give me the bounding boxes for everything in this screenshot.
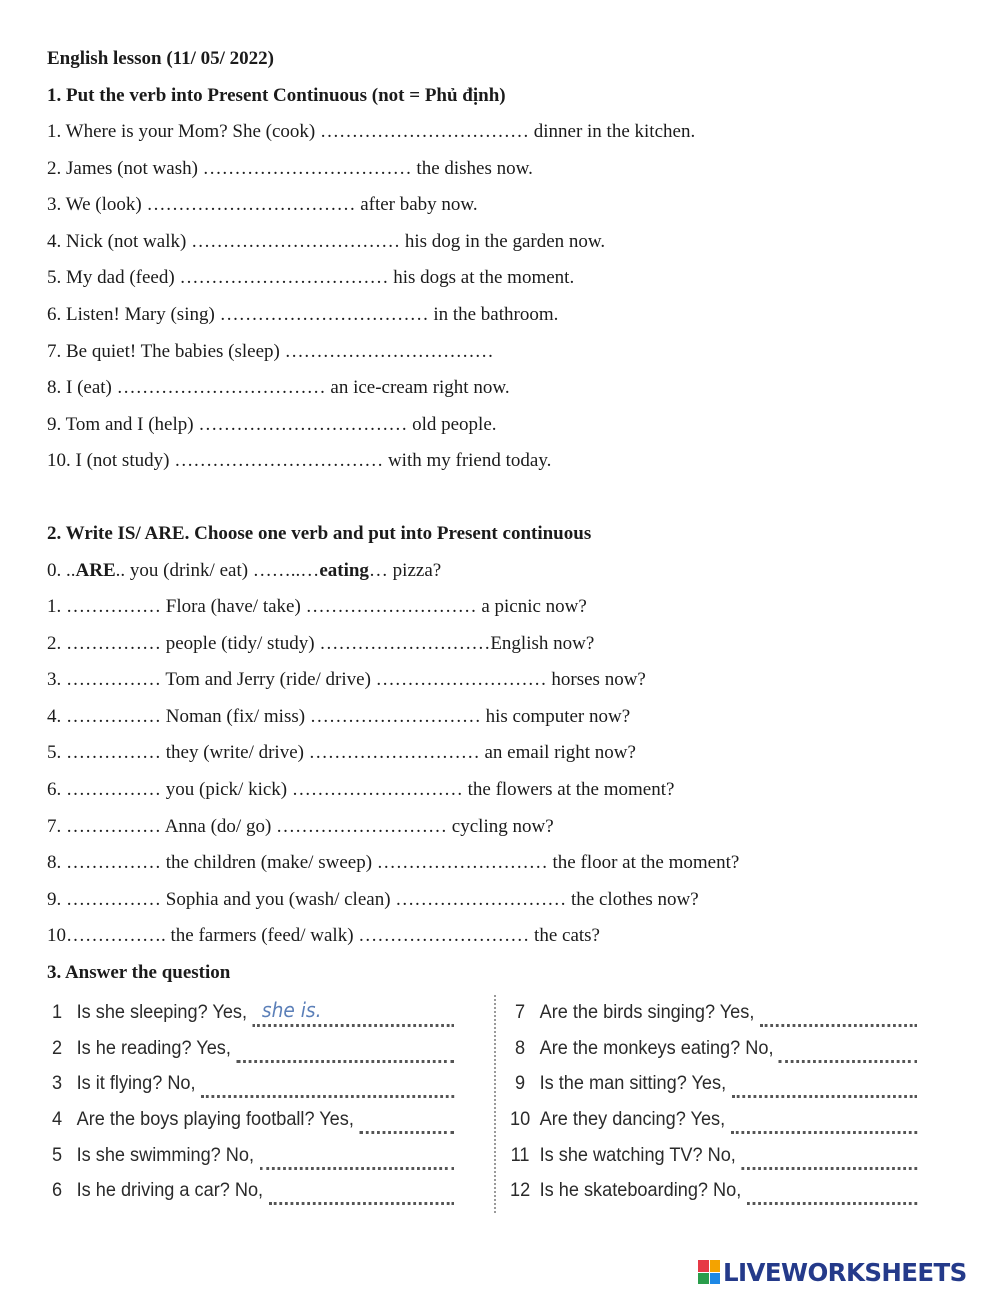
item-prompt: Tom and Jerry (ride/ drive) bbox=[161, 669, 376, 691]
qa-row bbox=[45, 1031, 454, 1067]
item-prompt: 4. Nick (not walk) bbox=[47, 230, 192, 252]
question-number: 7 bbox=[515, 1001, 526, 1024]
is-are-blank[interactable]: ……………. bbox=[66, 925, 166, 947]
verb-blank[interactable]: ……………………… bbox=[276, 815, 448, 837]
exercise1-item bbox=[47, 230, 605, 254]
is-are-blank[interactable]: …………… bbox=[66, 888, 161, 910]
question-text: Are the monkeys eating? No, bbox=[539, 1036, 774, 1059]
is-are-blank[interactable]: …………… bbox=[66, 852, 161, 874]
exercise2-item bbox=[47, 778, 674, 802]
item-number: 10 bbox=[47, 925, 66, 947]
qa-row bbox=[508, 995, 917, 1031]
item-number: 7. bbox=[47, 815, 66, 837]
answer-blank[interactable] bbox=[779, 1040, 917, 1063]
item-number: 9. bbox=[47, 888, 66, 910]
verb-blank[interactable]: ……………………… bbox=[375, 669, 547, 691]
item-prompt: people (tidy/ study) bbox=[161, 632, 320, 654]
answer-blank[interactable]: …………………………… bbox=[191, 230, 401, 252]
item-number: 2. bbox=[47, 632, 66, 654]
question-number: 3 bbox=[52, 1072, 63, 1095]
question-number: 8 bbox=[515, 1036, 526, 1059]
answer-blank[interactable]: …………………………… bbox=[284, 340, 494, 362]
item-prompt: 1. Where is your Mom? She (cook) bbox=[47, 121, 320, 142]
answer-blank[interactable] bbox=[260, 1147, 455, 1170]
exercise1-item bbox=[47, 266, 574, 290]
exercise1-item bbox=[47, 303, 558, 327]
item-prompt: you (pick/ kick) bbox=[161, 779, 292, 800]
item-prompt: the children (make/ sweep) bbox=[161, 852, 377, 874]
logo-square-2 bbox=[710, 1260, 721, 1272]
qa-row bbox=[508, 1102, 917, 1138]
verb-blank[interactable]: ……………………… bbox=[319, 632, 491, 654]
answer-blank[interactable] bbox=[731, 1111, 917, 1134]
section2-example bbox=[47, 559, 441, 583]
section1-title: 1. Put the verb into Present Continuous (not = Phủ định) bbox=[47, 85, 506, 106]
verb-blank[interactable]: ……………………… bbox=[305, 596, 477, 617]
qa-row bbox=[508, 1173, 917, 1209]
item-prompt: 2. James (not wash) bbox=[47, 157, 203, 179]
qa-row bbox=[45, 1102, 454, 1138]
item-continuation: dinner in the kitchen. bbox=[528, 121, 696, 142]
question-text: Is he driving a car? No, bbox=[76, 1179, 264, 1202]
example-answer-eating: eating bbox=[319, 560, 369, 581]
answer-blank[interactable] bbox=[269, 1182, 455, 1205]
qa-row bbox=[508, 1137, 917, 1173]
question-text: Is he skateboarding? No, bbox=[539, 1179, 742, 1202]
section2-title: 2. Write IS/ ARE. Choose one verb and put into Present continuous bbox=[47, 523, 592, 544]
is-are-blank[interactable]: …………… bbox=[66, 669, 161, 691]
verb-blank[interactable]: ……………………… bbox=[309, 705, 481, 727]
question-number: 11 bbox=[510, 1143, 530, 1166]
item-prompt: 7. Be quiet! The babies (sleep) bbox=[47, 340, 285, 362]
question-text: Is the man sitting? Yes, bbox=[539, 1072, 727, 1095]
qa-row bbox=[508, 1066, 917, 1102]
answer-blank[interactable]: …………………………… bbox=[219, 304, 429, 325]
column-divider bbox=[494, 995, 496, 1213]
exercise2-item bbox=[47, 668, 646, 692]
answer-blank[interactable]: …………………………… bbox=[116, 377, 326, 399]
logo-square-4 bbox=[710, 1273, 721, 1285]
exercise2-item bbox=[47, 705, 630, 729]
question-text: Is she sleeping? Yes, bbox=[76, 1001, 248, 1024]
answer-blank[interactable] bbox=[201, 1075, 454, 1098]
handwritten-answer: she is. bbox=[261, 998, 322, 1023]
is-are-blank[interactable]: …………… bbox=[66, 742, 161, 764]
answer-blank[interactable] bbox=[253, 998, 455, 1027]
qa-row bbox=[45, 1173, 454, 1209]
qa-row bbox=[508, 1031, 917, 1067]
answer-blank[interactable] bbox=[732, 1075, 917, 1098]
is-are-blank[interactable]: …………… bbox=[66, 779, 161, 800]
item-continuation: old people. bbox=[407, 413, 497, 435]
answer-blank[interactable]: …………………………… bbox=[174, 450, 384, 472]
qa-column-right bbox=[508, 995, 948, 1209]
item-prompt: Anna (do/ go) bbox=[161, 815, 277, 837]
exercise1-item bbox=[47, 340, 494, 364]
item-continuation: after baby now. bbox=[355, 194, 478, 216]
item-number: 6. bbox=[47, 779, 66, 800]
exercise1-item bbox=[47, 157, 533, 181]
item-continuation: the cats? bbox=[529, 925, 600, 947]
item-continuation: a picnic now? bbox=[476, 596, 587, 617]
item-continuation: his computer now? bbox=[480, 705, 631, 727]
answer-blank[interactable] bbox=[760, 1004, 917, 1027]
qa-row bbox=[45, 1066, 454, 1102]
answer-blank[interactable] bbox=[359, 1111, 454, 1134]
logo-text: LIVEWORKSHEETS bbox=[723, 1257, 967, 1287]
item-prompt: Flora (have/ take) bbox=[161, 596, 306, 617]
example-middle: .. you (drink/ eat) ……..… bbox=[115, 560, 320, 581]
item-continuation: the floor at the moment? bbox=[547, 852, 740, 874]
question-number: 1 bbox=[52, 1001, 63, 1024]
verb-blank[interactable]: ……………………… bbox=[358, 925, 530, 947]
item-number: 5. bbox=[47, 742, 66, 764]
exercise1-item bbox=[47, 193, 478, 217]
item-number: 1. bbox=[47, 596, 66, 617]
verb-blank[interactable]: ……………………… bbox=[376, 852, 548, 874]
answer-blank[interactable] bbox=[741, 1147, 917, 1170]
example-suffix: … pizza? bbox=[368, 560, 442, 581]
exercise2-item bbox=[47, 851, 739, 875]
item-continuation: the clothes now? bbox=[566, 888, 699, 910]
answer-blank[interactable] bbox=[747, 1182, 917, 1205]
exercise2-item bbox=[47, 595, 587, 619]
qa-row bbox=[45, 995, 454, 1031]
is-are-blank[interactable]: …………… bbox=[66, 596, 161, 617]
item-continuation: with my friend today. bbox=[383, 450, 552, 472]
answer-blank[interactable]: …………………………… bbox=[202, 157, 412, 179]
question-text: Are the boys playing football? Yes, bbox=[76, 1108, 354, 1131]
item-prompt: Noman (fix/ miss) bbox=[161, 705, 310, 727]
answer-blank[interactable]: …………………………… bbox=[179, 267, 389, 289]
item-continuation: an email right now? bbox=[479, 742, 636, 764]
item-number: 4. bbox=[47, 705, 66, 727]
exercise2-item bbox=[47, 888, 699, 912]
is-are-blank[interactable]: …………… bbox=[66, 705, 161, 727]
example-answer-are: ARE bbox=[75, 560, 116, 581]
exercise1-item bbox=[47, 449, 551, 473]
item-prompt: 6. Listen! Mary (sing) bbox=[47, 304, 220, 325]
item-prompt: 5. My dad (feed) bbox=[47, 267, 180, 289]
answer-blank[interactable]: …………………………… bbox=[198, 413, 408, 435]
item-continuation: his dogs at the moment. bbox=[388, 267, 575, 289]
item-number: 8. bbox=[47, 852, 66, 874]
answer-blank[interactable]: …………………………… bbox=[146, 194, 356, 216]
item-continuation: English now? bbox=[490, 632, 595, 654]
qa-column-left bbox=[45, 995, 485, 1209]
item-continuation: his dog in the garden now. bbox=[400, 230, 606, 252]
item-continuation: an ice-cream right now. bbox=[325, 377, 510, 399]
is-are-blank[interactable]: …………… bbox=[66, 815, 161, 837]
question-number: 9 bbox=[515, 1072, 526, 1095]
item-number: 3. bbox=[47, 669, 66, 691]
liveworksheets-logo bbox=[698, 1257, 967, 1287]
answer-blank[interactable] bbox=[236, 1040, 454, 1063]
exercise2-item bbox=[47, 924, 600, 948]
item-prompt: they (write/ drive) bbox=[161, 742, 309, 764]
question-number: 10 bbox=[509, 1108, 531, 1131]
item-continuation: in the bathroom. bbox=[428, 304, 559, 325]
item-prompt: 3. We (look) bbox=[47, 194, 147, 216]
question-text: Is he reading? Yes, bbox=[76, 1036, 231, 1059]
item-prompt: 8. I (eat) bbox=[47, 377, 117, 399]
logo-square-1 bbox=[698, 1260, 709, 1272]
qa-table bbox=[45, 995, 950, 1215]
example-prefix: 0. .. bbox=[47, 560, 76, 581]
item-prompt: Sophia and you (wash/ clean) bbox=[161, 888, 396, 910]
item-prompt: the farmers (feed/ walk) bbox=[165, 925, 359, 947]
item-prompt: 9. Tom and I (help) bbox=[47, 413, 199, 435]
verb-blank[interactable]: ……………………… bbox=[291, 779, 463, 800]
exercise1-item bbox=[47, 376, 510, 400]
item-continuation: the flowers at the moment? bbox=[462, 779, 675, 800]
question-number: 4 bbox=[52, 1108, 63, 1131]
question-text: Is she watching TV? No, bbox=[539, 1143, 736, 1166]
page-title: English lesson (11/ 05/ 2022) bbox=[47, 48, 274, 69]
is-are-blank[interactable]: …………… bbox=[66, 632, 161, 654]
verb-blank[interactable]: ……………………… bbox=[308, 742, 480, 764]
question-text: Are the birds singing? Yes, bbox=[539, 1001, 755, 1024]
answer-blank[interactable]: …………………………… bbox=[319, 121, 529, 142]
question-text: Is she swimming? No, bbox=[76, 1143, 255, 1166]
logo-mark-icon bbox=[698, 1260, 720, 1284]
exercise2-item bbox=[47, 741, 636, 765]
question-number: 6 bbox=[52, 1179, 63, 1202]
exercise2-item bbox=[47, 632, 594, 656]
exercise2-item bbox=[47, 815, 554, 839]
qa-row bbox=[45, 1137, 454, 1173]
exercise1-item bbox=[47, 120, 695, 144]
section3-title: 3. Answer the question bbox=[47, 962, 231, 983]
exercise1-item bbox=[47, 413, 497, 437]
item-continuation: horses now? bbox=[546, 669, 646, 691]
question-text: Is it flying? No, bbox=[76, 1072, 196, 1095]
question-number: 2 bbox=[52, 1036, 63, 1059]
question-number: 5 bbox=[52, 1143, 63, 1166]
question-text: Are they dancing? Yes, bbox=[539, 1108, 726, 1131]
item-prompt: 10. I (not study) bbox=[47, 450, 175, 472]
question-number: 12 bbox=[509, 1179, 531, 1202]
verb-blank[interactable]: ……………………… bbox=[395, 888, 567, 910]
item-continuation: cycling now? bbox=[447, 815, 554, 837]
logo-square-3 bbox=[698, 1273, 709, 1285]
item-continuation: the dishes now. bbox=[411, 157, 533, 179]
